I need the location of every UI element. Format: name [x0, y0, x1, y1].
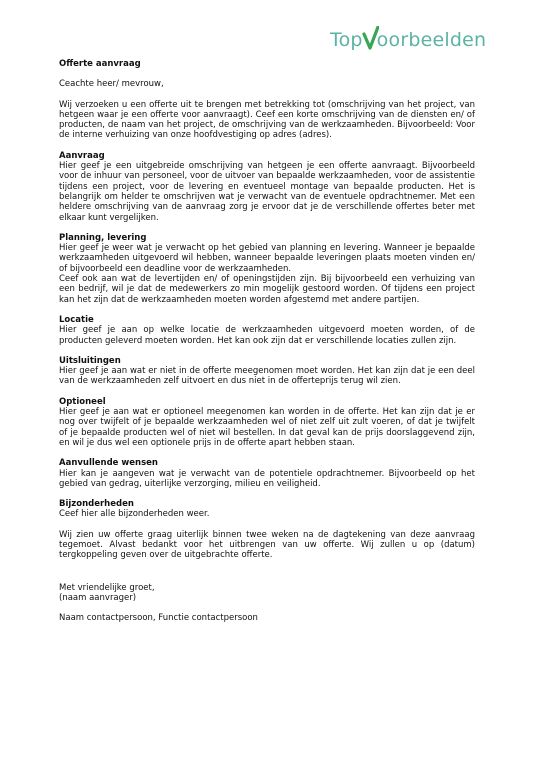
section-paragraph: Ceef hier alle bijzonderheden weer. [59, 509, 210, 520]
section-paragraph: Hier kan je aangeven wat je verwacht van de potentiele opdrachtnemer. Bijvoorbeeld op het gebied van gedrag, uiterlijke verzorging, milieu en veiligheid. [59, 468, 475, 489]
logo-text-right: oorbeelden [376, 29, 487, 51]
greeting: Met vriendelijke groet, [59, 582, 155, 593]
section-heading: Uitsluitingen [59, 355, 121, 366]
section-heading: Aanvullende wensen [59, 458, 158, 469]
sender-name: (naam aanvrager) [59, 592, 137, 603]
signature-block [59, 583, 475, 624]
section-heading: Optioneel [59, 396, 106, 407]
section-paragraph: Hier geef je weer wat je verwacht op het gebied van planning en levering. Wanneer je bepaalde werkzaamheden uitgevoerd wil hebben, wanneer bepaalde leveringen plaats moeten vinden en/ of bijvoorbeeld een deadline voor de werkzaamheden. [59, 243, 475, 274]
section-aanvullende-wensen [59, 458, 475, 489]
logo-text-left: Top [330, 29, 363, 51]
section-uitsluitingen [59, 356, 475, 387]
section-paragraph: Ceef ook aan wat de levertijden en/ of openingstijden zijn. Bij bijvoorbeeld een verhuizing van een bedrijf, wil je dat de medewerkers zo min mogelijk gestoord worden. Of tijdens een project kan het zijn dat de werkzaamheden moeten worden afgestemd met andere partijen. [59, 274, 475, 305]
closing-paragraph: Wij zien uw offerte graag uiterlijk binnen twee weken na de dagtekening van deze aanvraag tegemoet. Alvast bedankt voor het uitbrengen van uw offerte. Wij zullen u op (datum) tergkoppeling geven over de uitgebrachte offerte. [59, 529, 475, 561]
section-planning-levering [59, 233, 475, 305]
section-heading: Locatie [59, 314, 94, 325]
topvoorbeelden-logo [330, 28, 486, 52]
section-heading: Aanvraag [59, 150, 105, 161]
section-paragraph: Hier geef je aan op welke locatie de werkzaamheden uitgevoerd moeten worden, of de producten geleverd moeten worden. Het kan ook zijn dat er verschillende locaties zullen zijn. [59, 325, 475, 346]
section-heading: Bijzonderheden [59, 499, 134, 510]
section-paragraph: Hier geef je aan wat er niet in de offerte meegenomen moet worden. Het kan zijn dat je een deel van de werkzaamheden zelf uitvoert en dus niet in de offerteprijs terug wil zien. [59, 366, 475, 387]
section-paragraph: Hier geef je een uitgebreide omschrijving van hetgeen je een offerte aanvraagt. Bijvoorbeeld voor de inhuur van personeel, voor de uitvoer van bepaalde werkzaamheden, voor de assistentie tijdens een project, voor de levering en eventueel montage van bepaalde producten. Het is belangrijk om helder te omschrijven wat je verwacht van de eventuele opdrachtnemer. Met een heldere omschrijving van de aanvraag zorg je ervoor dat je de verschillende offertes beter met elkaar kunt vergelijken. [59, 161, 475, 223]
salutation: Ceachte heer/ mevrouw, [59, 79, 164, 90]
checkmark-v-icon [363, 30, 377, 48]
contact-person: Naam contactpersoon, Functie contactpersoon [59, 613, 258, 624]
letter-title: Offerte aanvraag [59, 59, 141, 69]
letter-body [59, 59, 475, 623]
section-locatie [59, 315, 475, 346]
section-aanvraag [59, 151, 475, 223]
section-paragraph: Hier geef je aan wat er optioneel meegenomen kan worden in de offerte. Het kan zijn dat je er nog over twijfelt of je bepaalde werkzaamheden wel of niet zelf uit zult voeren, of dat je twijfelt of je bepaalde producten wel of niet wil bestellen. In dat geval kan de prijs doorslaggevend zijn, en wil je dus wel een optionele prijs in de offerte apart hebben staan. [59, 407, 475, 448]
section-heading: Planning, levering [59, 232, 147, 243]
section-bijzonderheden [59, 499, 475, 520]
section-optioneel [59, 397, 475, 448]
intro-paragraph: Wij verzoeken u een offerte uit te brengen met betrekking tot (omschrijving van het project, van hetgeen waar je een offerte voor aanvraagt). Ceef een korte omschrijving van de diensten en/ of producten, de naam van het project, de omschrijving van de werkzaamheden. Bijvoorbeeld: Voor de interne verhuizing van onze hoofdvestiging op adres (adres). [59, 99, 475, 141]
